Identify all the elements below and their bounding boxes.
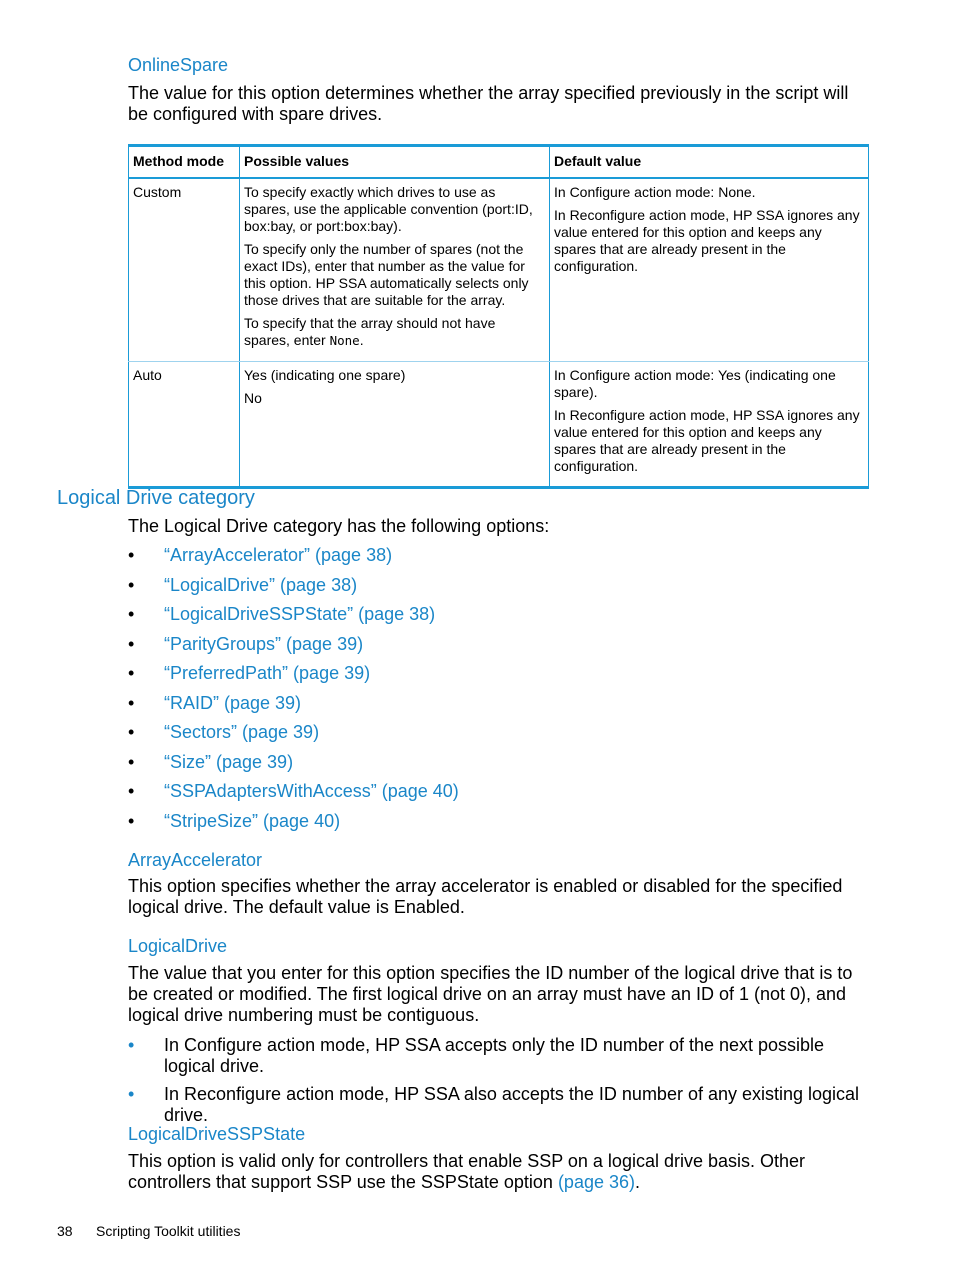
onlinespare-table [128, 144, 869, 489]
link-raid[interactable]: “RAID” (page 39) [164, 692, 302, 713]
list-item [128, 722, 459, 752]
bullet-icon: • [128, 781, 135, 801]
list-item [128, 604, 459, 634]
list-item [128, 545, 459, 575]
bullet-icon: • [128, 604, 135, 624]
bullet-icon: • [128, 545, 135, 565]
col-header-possible-values: Possible values [240, 146, 550, 179]
value-text-prefix: To specify that the array should not have spares, enter [244, 315, 496, 348]
cell-value-text: To specify only the number of spares (not the exact IDs), enter that number as the value for this option. HP SSA automatically selects only those drives that are suitable for the array. [244, 241, 529, 308]
bullet-icon: • [128, 663, 135, 683]
logicaldrive-text: The value that you enter for this option specifies the ID number of the logical drive that is to be created or modified. The first logical drive on an array must have an ID of 1 (not 0), and logical drive numbering must be contiguous. [128, 963, 853, 1025]
bullet-text: In Configure action mode, HP SSA accepts only the ID number of the next possible logical drive. [164, 1035, 825, 1076]
onlinespare-heading: OnlineSpare [128, 55, 229, 75]
bullet-icon: • [128, 810, 135, 831]
cell-default-text: In Reconfigure action mode, HP SSA ignores any value entered for this option and keeps any spares that are already present in the configuration. [554, 207, 860, 274]
value-code: None [329, 333, 360, 348]
bullet-icon: • [128, 633, 135, 654]
bullet-icon: • [128, 1035, 135, 1055]
sspstate-text-before: This option is valid only for controllers that enable SSP on a logical drive basis. Other controllers that support SSP use the SSPState option [128, 1151, 806, 1192]
logicaldrive-heading: LogicalDrive [128, 936, 228, 956]
cell-mode: Auto [129, 362, 240, 488]
link-preferredpath[interactable]: “PreferredPath” (page 39) [164, 663, 371, 683]
link-sspadapterswithaccess[interactable]: “SSPAdaptersWithAccess” (page 40) [164, 781, 459, 801]
link-paritygroups[interactable]: “ParityGroups” (page 39) [164, 633, 364, 654]
list-item [128, 1084, 873, 1126]
col-header-default-value: Default value [550, 146, 869, 179]
value-text-suffix: . [359, 332, 364, 348]
bullet-text: In Reconfigure action mode, HP SSA also accepts the ID number of any existing logical drive. [164, 1084, 860, 1125]
link-logicaldrivesspstate[interactable]: “LogicalDriveSSPState” (page 38) [164, 604, 436, 624]
link-sspstate-page[interactable]: (page 36) [557, 1172, 635, 1192]
logical-drive-category-heading: Logical Drive category [57, 487, 255, 509]
link-sectors[interactable]: “Sectors” (page 39) [164, 722, 320, 742]
table-header-row [129, 146, 869, 179]
list-item [128, 634, 459, 664]
logicaldrivesspstate-heading: LogicalDriveSSPState [128, 1124, 306, 1144]
cell-values [240, 362, 550, 488]
list-item [128, 663, 459, 693]
arrayaccelerator-text: This option specifies whether the array accelerator is enabled or disabled for the specified logical drive. The default value is Enabled. [128, 876, 843, 917]
cell-defaults [550, 362, 869, 488]
link-arrayaccelerator[interactable]: “ArrayAccelerator” (page 38) [164, 545, 393, 565]
onlinespare-description: The value for this option determines whether the array specified previously in the script will be configured with spare drives. [128, 83, 849, 124]
footer-page-number: 38 [57, 1223, 73, 1239]
bullet-icon: • [128, 751, 135, 772]
list-item [128, 752, 459, 782]
link-logicaldrive[interactable]: “LogicalDrive” (page 38) [164, 574, 358, 595]
cell-value-text: Yes (indicating one spare) [244, 367, 406, 383]
link-stripesize[interactable]: “StripeSize” (page 40) [164, 810, 341, 831]
cell-defaults [550, 178, 869, 362]
arrayaccelerator-heading: ArrayAccelerator [128, 850, 263, 870]
table-row [129, 362, 869, 488]
bullet-icon: • [128, 574, 135, 595]
cell-mode: Custom [129, 178, 240, 362]
cell-default-text: In Configure action mode: Yes (indicating one spare). [554, 367, 836, 400]
link-size[interactable]: “Size” (page 39) [164, 751, 294, 772]
option-link-list [128, 545, 459, 840]
list-item [128, 781, 459, 811]
bullet-icon: • [128, 1084, 135, 1104]
logicaldrive-bullet-list [128, 1035, 873, 1126]
logicaldrivesspstate-text [128, 1151, 868, 1193]
footer-section-title: Scripting Toolkit utilities [96, 1223, 241, 1239]
sspstate-text-after: . [635, 1172, 641, 1192]
cell-value-text: To specify exactly which drives to use as spares, use the applicable convention (port:ID, box:bay, or port:box:bay). [244, 184, 533, 234]
list-item [128, 811, 459, 841]
col-header-method-mode: Method mode [129, 146, 240, 179]
bullet-icon: • [128, 722, 135, 742]
list-item [128, 1035, 873, 1084]
cell-value-text [244, 315, 545, 349]
cell-values [240, 178, 550, 362]
list-item [128, 575, 459, 605]
cell-value-text: No [244, 390, 262, 406]
logical-drive-category-intro: The Logical Drive category has the following options: [128, 516, 550, 536]
list-item [128, 693, 459, 723]
bullet-icon: • [128, 692, 135, 713]
cell-default-text: In Reconfigure action mode, HP SSA ignores any value entered for this option and keeps any spares that are already present in the configuration. [554, 407, 860, 474]
cell-default-text: In Configure action mode: None. [554, 184, 756, 200]
table-row [129, 178, 869, 362]
